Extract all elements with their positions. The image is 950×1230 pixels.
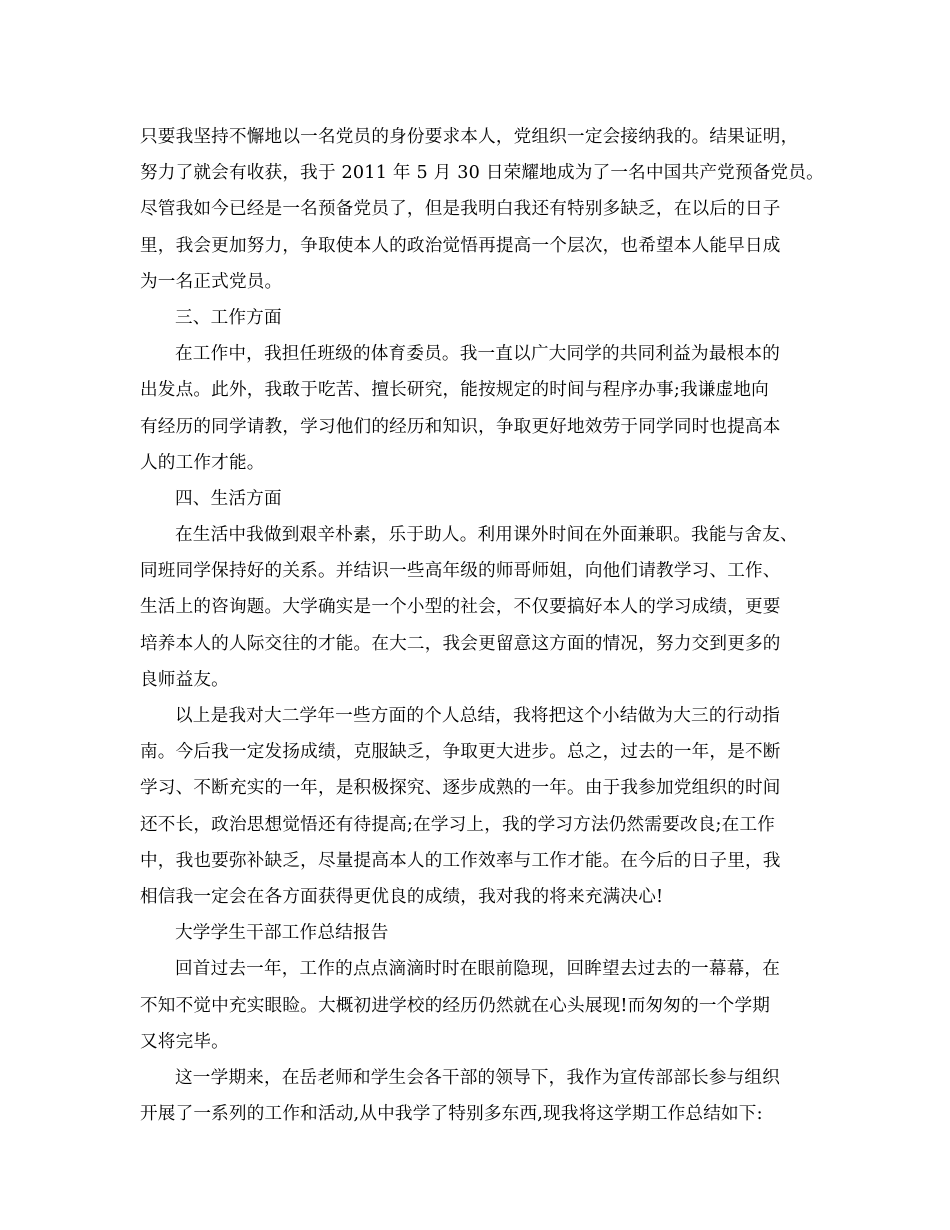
text-line: 大学学生干部工作总结报告 <box>175 923 389 944</box>
text-line: 有经历的同学请教，学习他们的经历和知识，争取更好地效劳于同学同时也提高本 <box>140 416 781 437</box>
text-line: 培养本人的人际交往的才能。在大二，我会更留意这方面的情况，努力交到更多的 <box>140 633 781 654</box>
text-line: 同班同学保持好的关系。并结识一些高年级的师哥师姐，向他们请教学习、工作、 <box>140 561 781 582</box>
text-line: 三、工作方面 <box>175 307 282 328</box>
text-line: 相信我一定会在各方面获得更优良的成绩，我对我的将来充满决心! <box>140 886 664 907</box>
text-line: 学习、不断充实的一年，是积极探究、逐步成熟的一年。由于我参加党组织的时间 <box>140 778 781 799</box>
text-line: 为一名正式党员。 <box>140 271 283 292</box>
text-line: 人的工作才能。 <box>140 452 265 473</box>
text-line: 里，我会更加努力，争取使本人的政治觉悟再提高一个层次，也希望本人能早日成 <box>140 235 781 256</box>
text-line: 以上是我对大二学年一些方面的个人总结，我将把这个小结做为大三的行动指 <box>175 706 780 726</box>
text-line: 这一学期来，在岳老师和学生会各干部的领导下，我作为宣传部部长参与组织 <box>175 1067 780 1088</box>
text-line: 尽管我如今已经是一名预备党员了，但是我明白我还有特别多缺乏，在以后的日子 <box>140 199 781 220</box>
document-body <box>140 119 824 1132</box>
text-line: 良师益友。 <box>140 669 229 690</box>
text-line: 出发点。此外，我敢于吃苦、擅长研究，能按规定的时间与程序办事;我谦虚地向 <box>140 380 769 401</box>
text-line: 在生活中我做到艰辛朴素，乐于助人。利用课外时间在外面兼职。我能与舍友、 <box>175 525 798 546</box>
text-line: 开展了一系列的工作和活动,从中我学了特别多东西,现我将这学期工作总结如下: <box>140 1104 763 1125</box>
text-line: 只要我坚持不懈地以一名党员的身份要求本人，党组织一定会接纳我的。结果证明， <box>140 127 799 147</box>
text-line: 南。今后我一定发扬成绩，克服缺乏，争取更大进步。总之，过去的一年，是不断 <box>140 742 781 763</box>
text-line: 生活上的咨询题。大学确实是一个小型的社会，不仅要搞好本人的学习成绩，更要 <box>140 597 781 618</box>
text-line: 四、生活方面 <box>175 488 282 509</box>
text-line: 在工作中，我担任班级的体育委员。我一直以广大同学的共同利益为最根本的 <box>175 344 780 365</box>
text-line: 还不长，政治思想觉悟还有待提高;在学习上，我的学习方法仍然需要改良;在工作 <box>140 814 776 835</box>
text-line: 回首过去一年，工作的点点滴滴时时在眼前隐现，回眸望去过去的一幕幕，在 <box>175 959 780 980</box>
text-line: 中，我也要弥补缺乏，尽量提高本人的工作效率与工作才能。在今后的日子里，我 <box>140 850 781 871</box>
text-line: 努力了就会有收获，我于 2011 年 5 月 30 日荣耀地成为了一名中国共产党预备党员。 <box>140 163 824 184</box>
text-line: 不知不觉中充实眼睑。大概初进学校的经历仍然就在心头展现!而匆匆的一个学期 <box>140 995 771 1016</box>
text-line: 又将完毕。 <box>140 1031 229 1052</box>
